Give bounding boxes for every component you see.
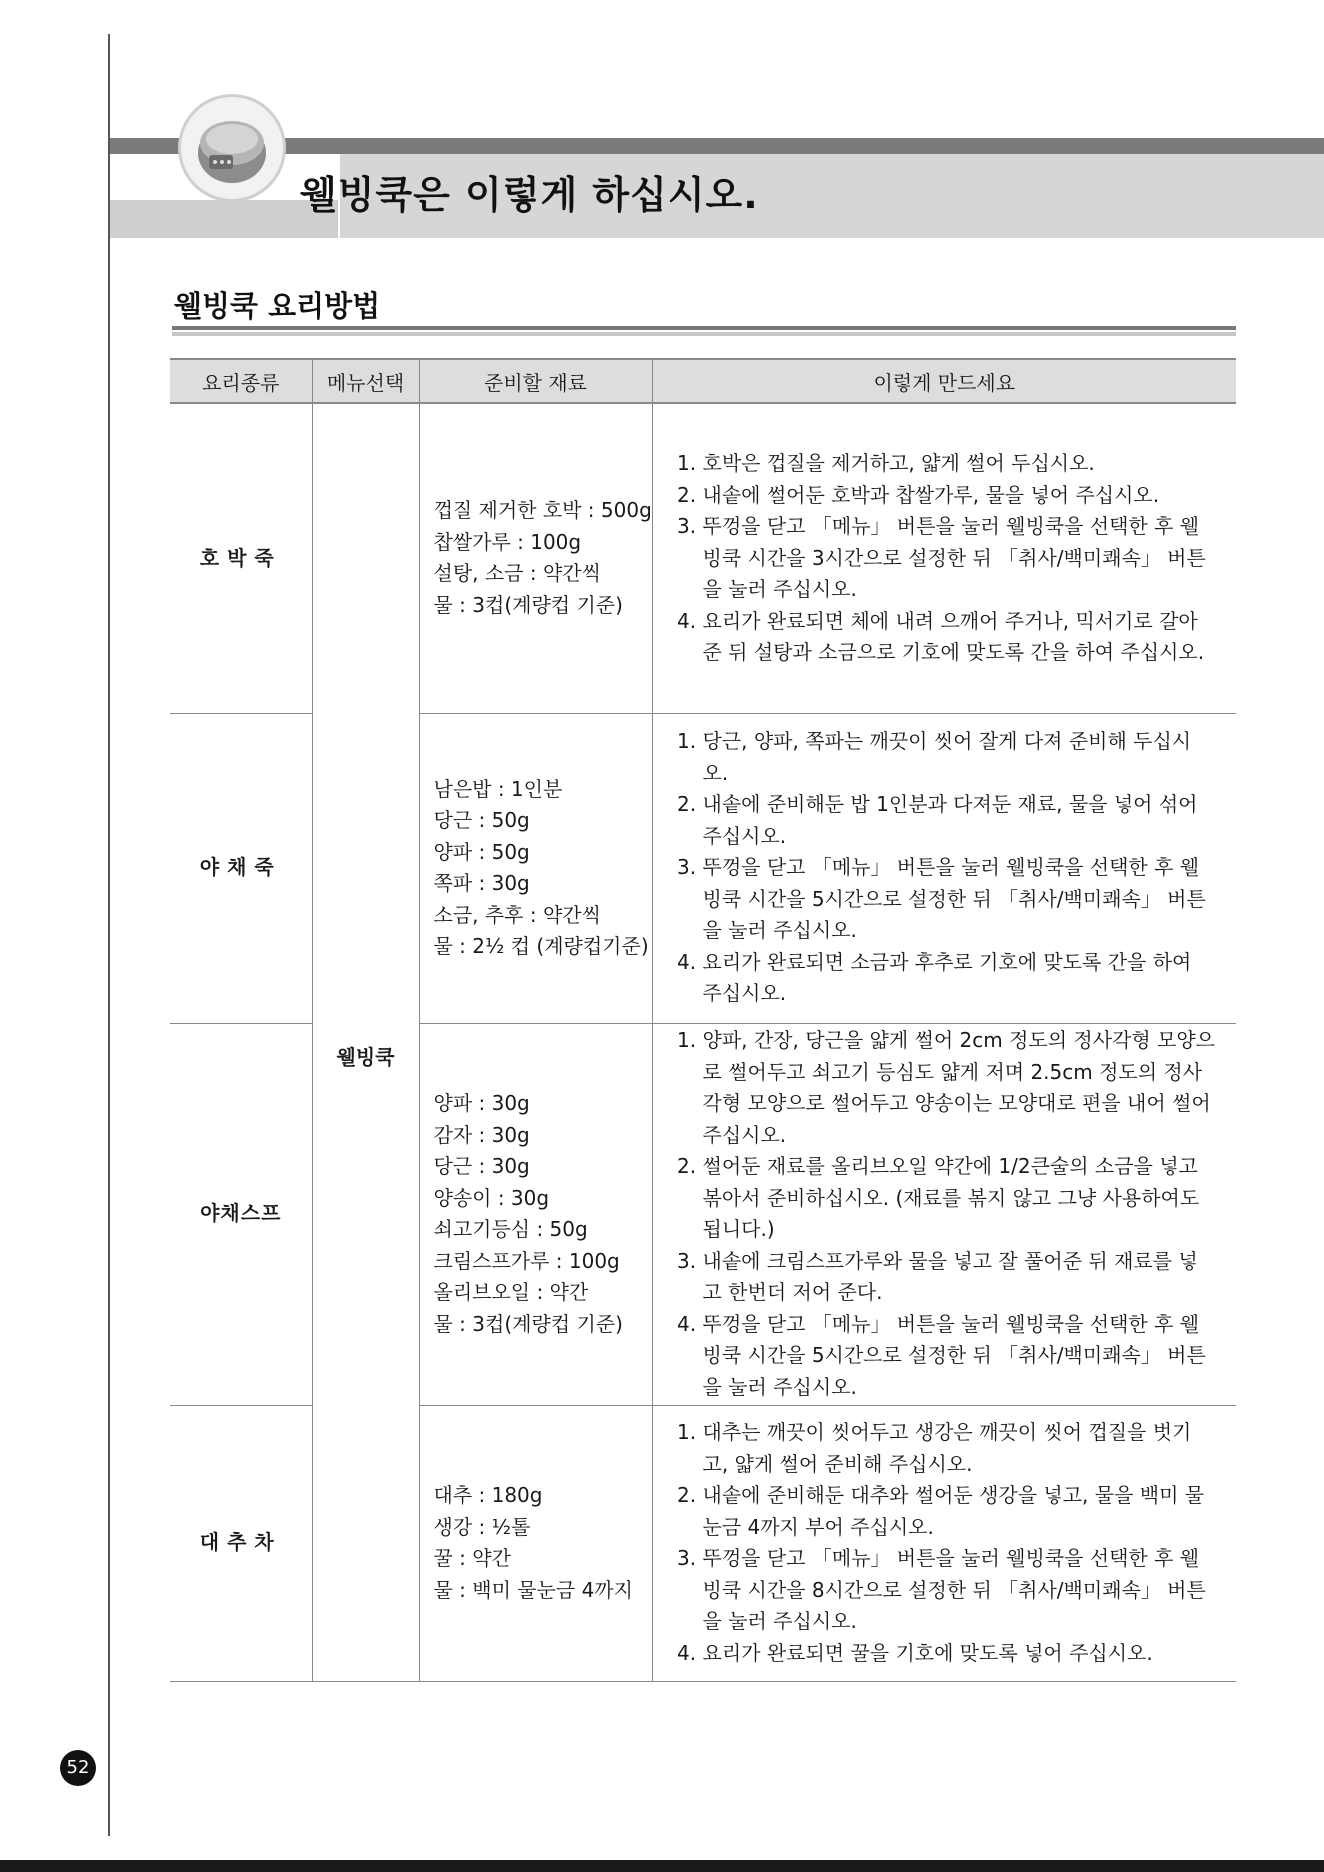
ingredient: 쪽파 : 30g [433, 871, 530, 895]
ingredient: 소금, 추후 : 약간씩 [433, 902, 601, 927]
bottom-edge-bar [0, 1860, 1324, 1872]
method-cell [652, 403, 1236, 713]
page-number: 52 [60, 1750, 96, 1786]
ingredient: 설탕, 소금 : 약간씩 [433, 561, 601, 586]
table-row [170, 403, 1236, 713]
step: 4. 요리가 완료되면 꿀을 기호에 맞도록 넣어 주십시오. [703, 1638, 1217, 1670]
step: 2. 내솥에 준비해둔 대추와 썰어둔 생강을 넣고, 물을 백미 물눈금 4까지 부어 주십시오. [703, 1480, 1217, 1543]
header-ingredients: 준비할 재료 [419, 359, 652, 403]
ingredient: 껍질 제거한 호박 : 500g [433, 498, 652, 523]
menu-cell: 웰빙쿡 [312, 403, 419, 1681]
ingredient: 남은밥 : 1인분 [433, 776, 563, 801]
ingredient: 쇠고기등심 : 50g [433, 1217, 588, 1241]
ingredient: 대추 : 180g [433, 1483, 543, 1507]
step: 4. 요리가 완료되면 체에 내려 으깨어 주거나, 믹서기로 갈아준 뒤 설탕과 소금으로 기호에 맞도록 간을 하여 주십시오. [703, 606, 1217, 669]
page-title: 웰빙쿡은 이렇게 하십시오. [300, 173, 759, 217]
step: 4. 요리가 완료되면 소금과 후추로 기호에 맞도록 간을 하여 주십시오. [703, 947, 1217, 1010]
ingredients-cell [419, 713, 652, 1023]
step: 3. 뚜껑을 닫고 「메뉴」 버튼을 눌러 웰빙쿡을 선택한 후 웰빙쿡 시간을 5시간으로 설정한 뒤 「취사/백미쾌속」 버튼을 눌러 주십시오. [703, 852, 1217, 947]
rice-cooker-icon [178, 94, 286, 202]
table-header-row [170, 359, 1236, 403]
category-cell: 대추차 [170, 1405, 312, 1681]
category-cell: 호박죽 [170, 403, 312, 713]
step: 3. 뚜껑을 닫고 「메뉴」 버튼을 눌러 웰빙쿡을 선택한 후 웰빙쿡 시간을 3시간으로 설정한 뒤 「취사/백미쾌속」 버튼을 눌러 주십시오. [703, 511, 1217, 606]
ingredient: 물 : 2½ 컵 (계량컵기준) [433, 934, 649, 958]
ingredient: 물 : 3컵(계량컵 기준) [433, 592, 623, 617]
ingredient: 올리브오일 : 약간 [433, 1280, 589, 1304]
step: 3. 뚜껑을 닫고 「메뉴」 버튼을 눌러 웰빙쿡을 선택한 후 웰빙쿡 시간을 8시간으로 설정한 뒤 「취사/백미쾌속」 버튼을 눌러 주십시오. [703, 1543, 1217, 1638]
ingredients-cell [419, 1405, 652, 1681]
ingredient: 꿀 : 약간 [433, 1546, 511, 1570]
section-divider [172, 326, 1236, 330]
step: 3. 내솥에 크림스프가루와 물을 넣고 잘 풀어준 뒤 재료를 넣고 한번더 저어 준다. [703, 1246, 1217, 1309]
header-category: 요리종류 [170, 359, 312, 403]
ingredient: 찹쌀가루 : 100g [433, 529, 582, 554]
ingredient: 당근 : 50g [433, 808, 530, 832]
section-title: 웰빙쿡 요리방법 [174, 289, 381, 323]
method-cell [652, 1405, 1236, 1681]
ingredients-cell [419, 403, 652, 713]
ingredient: 물 : 3컵(계량컵 기준) [433, 1311, 623, 1336]
step: 1. 대추는 깨끗이 씻어두고 생강은 깨끗이 씻어 껍질을 벗기고, 얇게 썰어 준비해 주십시오. [703, 1417, 1217, 1480]
section-divider-light [172, 332, 1236, 336]
step: 1. 호박은 껍질을 제거하고, 얇게 썰어 두십시오. [703, 448, 1217, 480]
ingredient: 감자 : 30g [433, 1122, 530, 1147]
left-margin-line [108, 34, 110, 1836]
ingredient: 당근 : 30g [433, 1154, 530, 1178]
ingredient: 생강 : ½톨 [433, 1514, 531, 1539]
ingredient: 양파 : 30g [433, 1091, 530, 1115]
header-band-dark [110, 138, 1324, 154]
step: 4. 뚜껑을 닫고 「메뉴」 버튼을 눌러 웰빙쿡을 선택한 후 웰빙쿡 시간을 5시간으로 설정한 뒤 「취사/백미쾌속」 버튼을 눌러 주십시오. [703, 1309, 1217, 1404]
header-method: 이렇게 만드세요 [652, 359, 1236, 403]
category-cell: 야채죽 [170, 713, 312, 1023]
ingredient: 물 : 백미 물눈금 4까지 [433, 1577, 633, 1602]
ingredients-cell [419, 1023, 652, 1405]
ingredient: 양파 : 50g [433, 839, 530, 864]
category-cell: 야채스프 [170, 1023, 312, 1405]
header-menu: 메뉴선택 [312, 359, 419, 403]
ingredient: 양송이 : 30g [433, 1185, 550, 1210]
step: 1. 당근, 양파, 쪽파는 깨끗이 씻어 잘게 다져 준비해 두십시오. [703, 726, 1217, 789]
method-cell [652, 713, 1236, 1023]
step: 2. 내솥에 썰어둔 호박과 찹쌀가루, 물을 넣어 주십시오. [703, 480, 1217, 512]
step: 2. 내솥에 준비해둔 밥 1인분과 다져둔 재료, 물을 넣어 섞어 주십시오. [703, 789, 1217, 852]
step: 1. 양파, 간장, 당근을 얇게 썰어 2cm 정도의 정사각형 모양으로 썰어두고 쇠고기 등심도 얇게 저며 2.5cm 정도의 정사각형 모양으로 썰어두고 양송이는 모양대로 편을 내어 썰어 주십시오. [703, 1025, 1217, 1151]
ingredient: 크림스프가루 : 100g [433, 1248, 620, 1273]
recipe-table [170, 358, 1236, 1682]
method-cell [652, 1023, 1236, 1405]
step: 2. 썰어둔 재료를 올리브오일 약간에 1/2큰술의 소금을 넣고 볶아서 준비하십시오. (재료를 볶지 않고 그냥 사용하여도 됩니다.) [703, 1151, 1217, 1246]
